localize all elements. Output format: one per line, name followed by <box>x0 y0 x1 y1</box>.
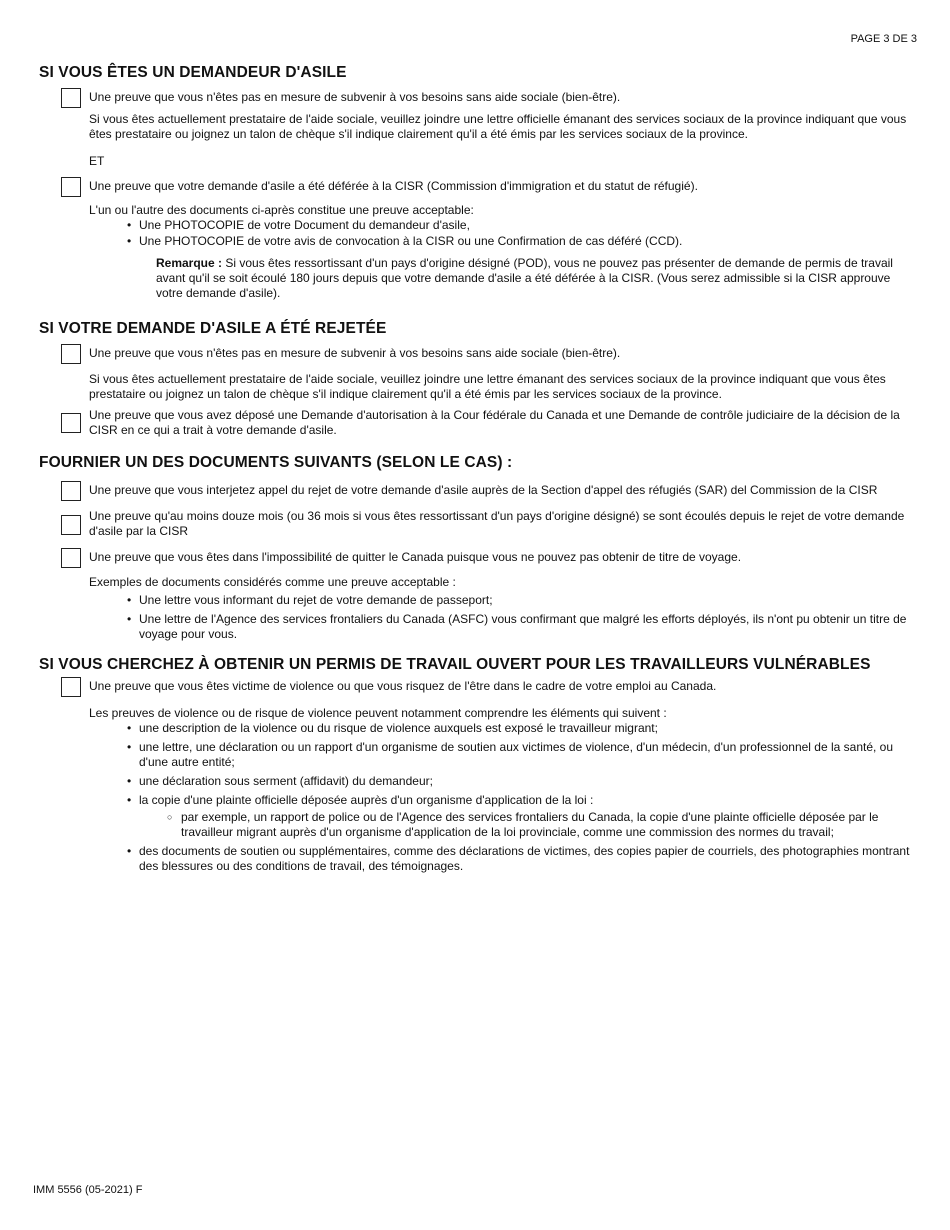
s2-para1: Si vous êtes actuellement prestataire de l'aide sociale, veuillez joindre une lettre émanant des services sociaux de la province indiquant que vous êtes prestataire ou joignez un talon de chèque s'il indique clairement qu'il a été émis par les services sociaux de la province. <box>89 372 886 401</box>
s2-item1-text: Une preuve que vous n'êtes pas en mesure de subvenir à vos besoins sans aide sociale (bien-être). <box>89 346 621 360</box>
checkbox-s3-appeal[interactable] <box>61 481 81 501</box>
list-item: • Une PHOTOCOPIE de votre avis de convocation à la CISR ou une Confirmation de cas déféré (CCD). <box>127 234 912 249</box>
s4-para1: Les preuves de violence ou de risque de violence peuvent notamment comprendre les éléments qui suivent : <box>89 706 667 720</box>
checkbox-s3-twelve-months[interactable] <box>61 515 81 535</box>
section-title-vulnerable-workers: SI VOUS CHERCHEZ À OBTENIR UN PERMIS DE TRAVAIL OUVERT POUR LES TRAVAILLEURS VULNÉRABLES <box>39 656 871 673</box>
s3-examples: Exemples de documents considérés comme une preuve acceptable : <box>89 575 456 589</box>
list-item-text: la copie d'une plainte officielle déposée auprès d'un organisme d'application de la loi : <box>139 793 594 807</box>
s4-item1-text: Une preuve que vous êtes victime de violence ou que vous risquez de l'être dans le cadre de votre emploi au Canada. <box>89 679 717 693</box>
checkbox-s2-federal-court[interactable] <box>61 413 81 433</box>
s1-et: ET <box>89 154 105 168</box>
section-title-provide-one-document: FOURNIER UN DES DOCUMENTS SUIVANTS (SELON LE CAS) : <box>39 454 513 471</box>
checkbox-s1-referred[interactable] <box>61 177 81 197</box>
s1-remark <box>156 256 906 301</box>
list-item: • une lettre, une déclaration ou un rapport d'un organisme de soutien aux victimes de violence, d'un médecin, d'un professionnel de la santé, ou d'une autre entité; <box>127 740 912 770</box>
page-number: PAGE 3 DE 3 <box>850 33 917 45</box>
checkbox-s2-no-support[interactable] <box>61 344 81 364</box>
s1-para1: Si vous êtes actuellement prestataire de l'aide sociale, veuillez joindre une lettre officielle émanant des services sociaux de la province indiquant que vous êtes prestataire ou joignez un talon de chèque s'il indique clairement qu'il a été émis par les services sociaux de la province. <box>89 112 907 141</box>
s1-bullet-list <box>127 218 912 249</box>
checkbox-s1-no-support[interactable] <box>61 88 81 108</box>
remark-label: Remarque : <box>156 256 223 270</box>
list-item: • des documents de soutien ou supplémentaires, comme des déclarations de victimes, des copies papier de courriels, des photographies montrant des blessures ou des conditions de travail, des témoignages. <box>127 844 912 874</box>
s1-item1-text: Une preuve que vous n'êtes pas en mesure de subvenir à vos besoins sans aide sociale (bien-être). <box>89 90 621 104</box>
section-title-claim-rejected: SI VOTRE DEMANDE D'ASILE A ÉTÉ REJETÉE <box>39 320 387 337</box>
s2-item2-text: Une preuve que vous avez déposé une Demande d'autorisation à la Cour fédérale du Canada et une Demande de contrôle judiciaire de la décision de la CISR en ce qui a trait à votre demande d'asile. <box>89 408 900 437</box>
s4-bullet-list <box>127 721 912 874</box>
checkbox-s3-no-travel-document[interactable] <box>61 548 81 568</box>
s3-item1-text: Une preuve que vous interjetez appel du rejet de votre demande d'asile auprès de la Section d'appel des réfugiés (SAR) del Commission de la CISR <box>89 483 878 497</box>
remark-text: Si vous êtes ressortissant d'un pays d'origine désigné (POD), vous ne pouvez pas présenter de demande de permis de travail avant qu'il se soit écoulé 180 jours depuis que votre demande d'asile a été déférée à la CISR. (Vous serez admissible si la CISR approuve votre demande d'asile). <box>156 256 893 300</box>
s1-item2-text: Une preuve que votre demande d'asile a été déférée à la CISR (Commission d'immigration et du statut de réfugié). <box>89 179 698 193</box>
list-item: • une déclaration sous serment (affidavit) du demandeur; <box>127 774 912 789</box>
s3-item2-text: Une preuve qu'au moins douze mois (ou 36 mois si vous êtes ressortissant d'un pays d'origine désigné) se sont écoulés depuis le rejet de votre demande d'asile par la CISR <box>89 509 905 538</box>
list-item: • Une lettre vous informant du rejet de votre demande de passeport; <box>127 593 912 608</box>
s3-item3-text: Une preuve que vous êtes dans l'impossibilité de quitter le Canada puisque vous ne pouvez pas obtenir de titre de voyage. <box>89 550 742 564</box>
checkbox-s4-violence[interactable] <box>61 677 81 697</box>
list-item: • Une lettre de l'Agence des services frontaliers du Canada (ASFC) vous confirmant que malgré les efforts déployés, ils n'ont pu obtenir un titre de voyage pour vous. <box>127 612 912 642</box>
section-title-asylum-claimant: SI VOUS ÊTES UN DEMANDEUR D'ASILE <box>39 64 347 81</box>
form-code: IMM 5556 (05-2021) F <box>33 1184 143 1196</box>
s4-sub-list <box>167 810 912 840</box>
s1-para2: L'un ou l'autre des documents ci-après constitue une preuve acceptable: <box>89 203 474 217</box>
sub-list-item: ○ par exemple, un rapport de police ou de l'Agence des services frontaliers du Canada, la copie d'une plainte officielle déposée par le travailleur migrant auprès d'un organisme d'application de la loi provinciale, comme une commission des normes du travail; <box>167 810 912 840</box>
list-item: • une description de la violence ou du risque de violence auxquels est exposé le travailleur migrant; <box>127 721 912 736</box>
list-item: • Une PHOTOCOPIE de votre Document du demandeur d'asile, <box>127 218 912 233</box>
s3-bullet-list <box>127 593 912 642</box>
list-item <box>127 793 912 840</box>
